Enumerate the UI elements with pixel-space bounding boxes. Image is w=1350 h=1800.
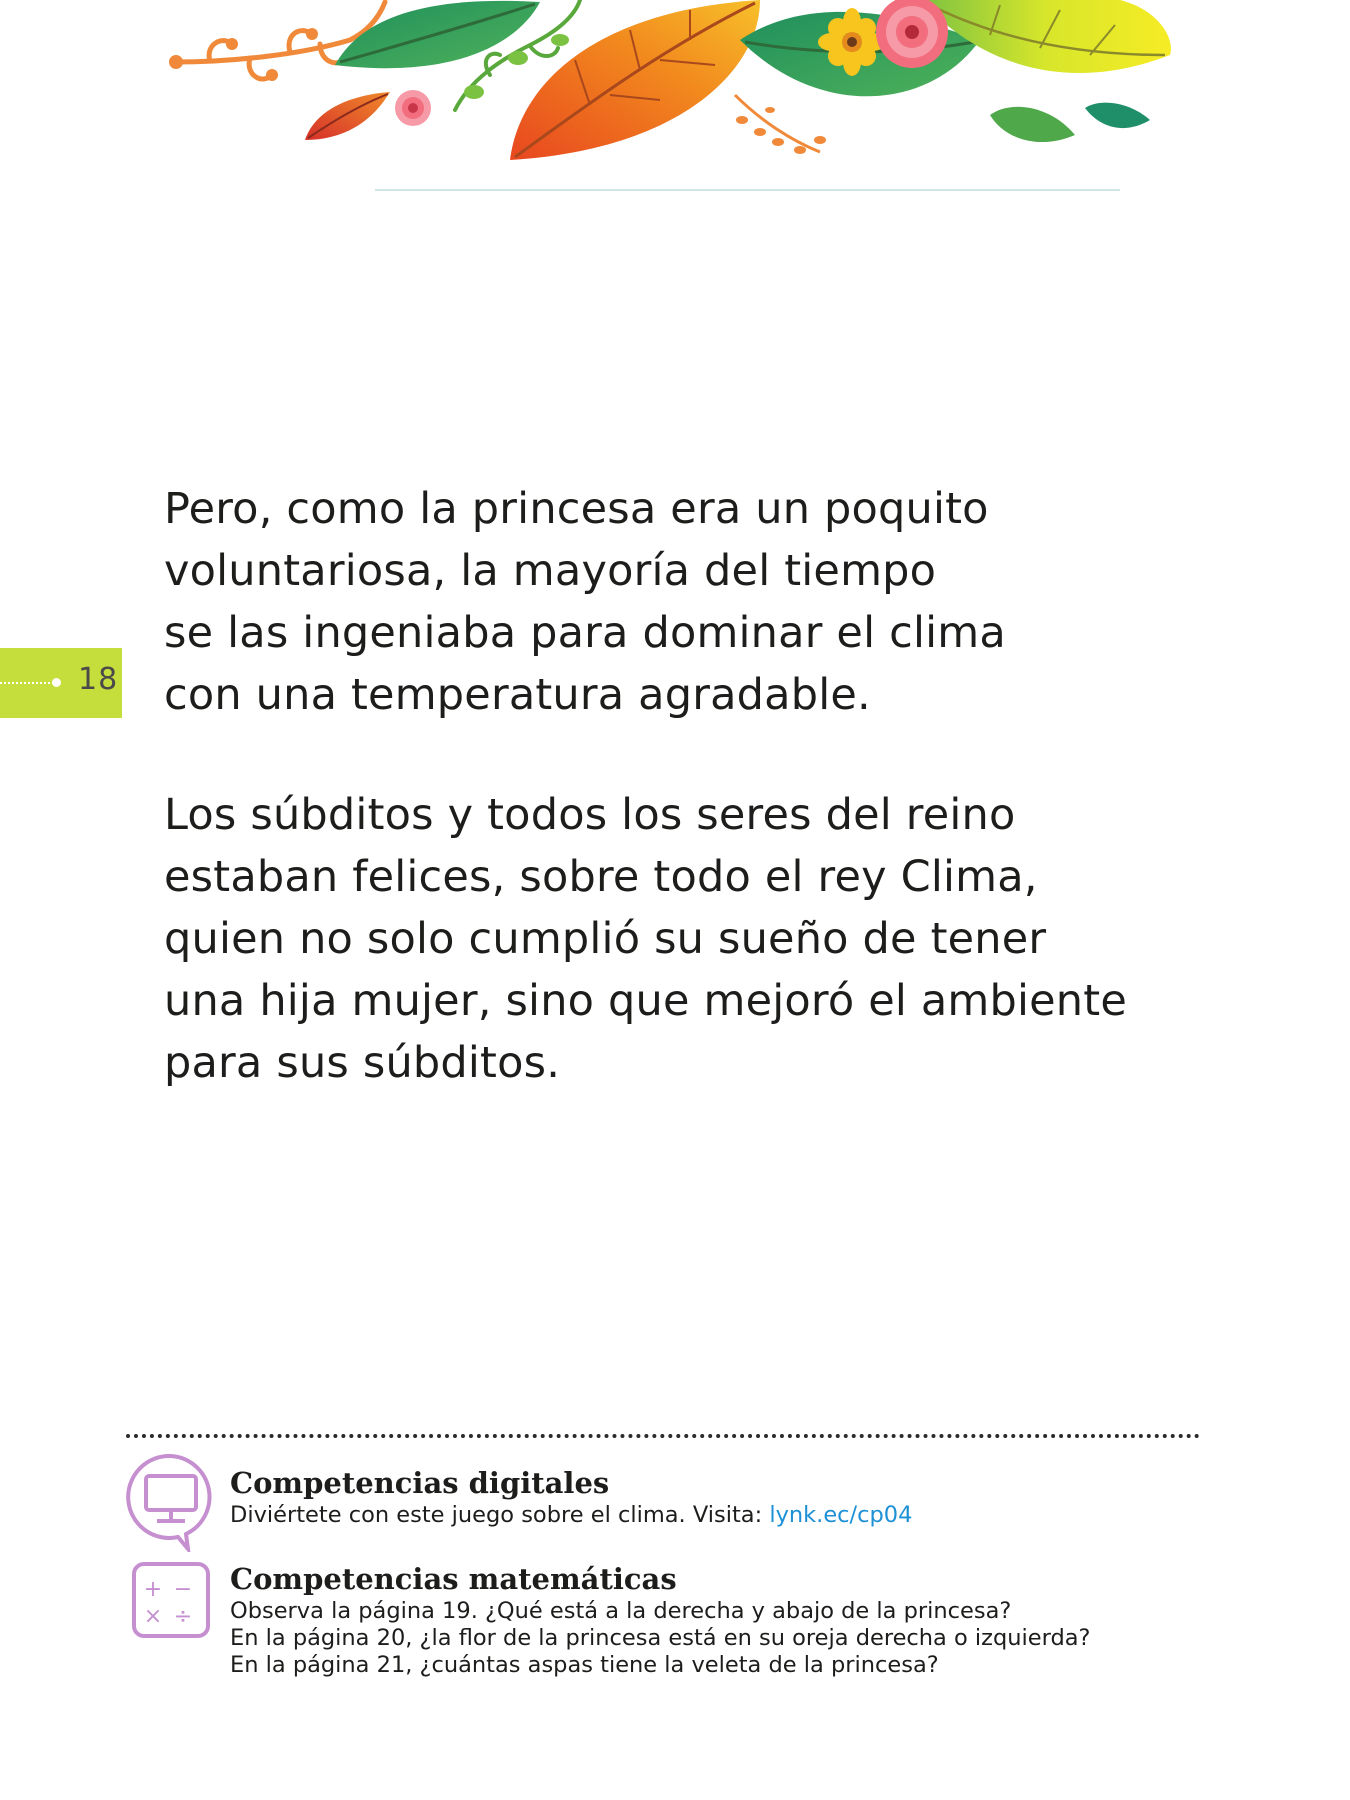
competencias-digitales-body: Diviértete con este juego sobre el clima. Visita: xyxy=(230,1502,770,1528)
story-line: se las ingeniaba para dominar el clima xyxy=(164,608,1006,658)
competencias-matematicas-question-2: En la página 20, ¿la flor de la princesa está en su oreja derecha o izquierda? xyxy=(230,1625,1091,1651)
minus-symbol: − xyxy=(173,1577,193,1602)
times-symbol: × xyxy=(143,1604,163,1629)
story-paragraph-2 xyxy=(164,784,1164,1094)
competencias-digitales-title: Competencias digitales xyxy=(230,1466,610,1500)
story-line: Pero, como la princesa era un poquito xyxy=(164,484,989,534)
story-line: una hija mujer, sino que mejoró el ambiente xyxy=(164,976,1127,1026)
story-line: Los súbditos y todos los seres del reino xyxy=(164,790,1016,840)
competencias-digitales-text xyxy=(230,1502,912,1528)
story-line: quien no solo cumplió su sueño de tener xyxy=(164,914,1047,964)
header-leaves-illustration xyxy=(0,0,1350,200)
page-tab-dotted-line xyxy=(0,682,54,684)
page-number-tab xyxy=(0,648,122,718)
lynk-link[interactable]: lynk.ec/cp04 xyxy=(769,1502,913,1528)
story-line: para sus súbditos. xyxy=(164,1038,561,1088)
story-line: voluntariosa, la mayoría del tiempo xyxy=(164,546,937,596)
story-line: estaban felices, sobre todo el rey Clima, xyxy=(164,852,1038,902)
computer-icon xyxy=(126,1452,216,1552)
calculator-icon xyxy=(126,1560,216,1640)
divide-symbol: ÷ xyxy=(173,1604,193,1629)
page-number: 18 xyxy=(78,662,119,697)
competencias-matematicas-question-1: Observa la página 19. ¿Qué está a la derecha y abajo de la princesa? xyxy=(230,1598,1012,1624)
page-tab-dot xyxy=(52,678,61,687)
dotted-separator xyxy=(126,1434,1200,1438)
story-line: con una temperatura agradable. xyxy=(164,670,871,720)
story-paragraph-1 xyxy=(164,478,1164,726)
plus-symbol: + xyxy=(143,1577,163,1602)
competencias-matematicas-title: Competencias matemáticas xyxy=(230,1562,677,1596)
competencias-digitales-section xyxy=(126,1452,1126,1552)
story-text xyxy=(164,478,1164,1152)
competencias-matematicas-question-3: En la página 21, ¿cuántas aspas tiene la veleta de la princesa? xyxy=(230,1652,939,1678)
competencias-matematicas-section xyxy=(126,1560,1126,1690)
